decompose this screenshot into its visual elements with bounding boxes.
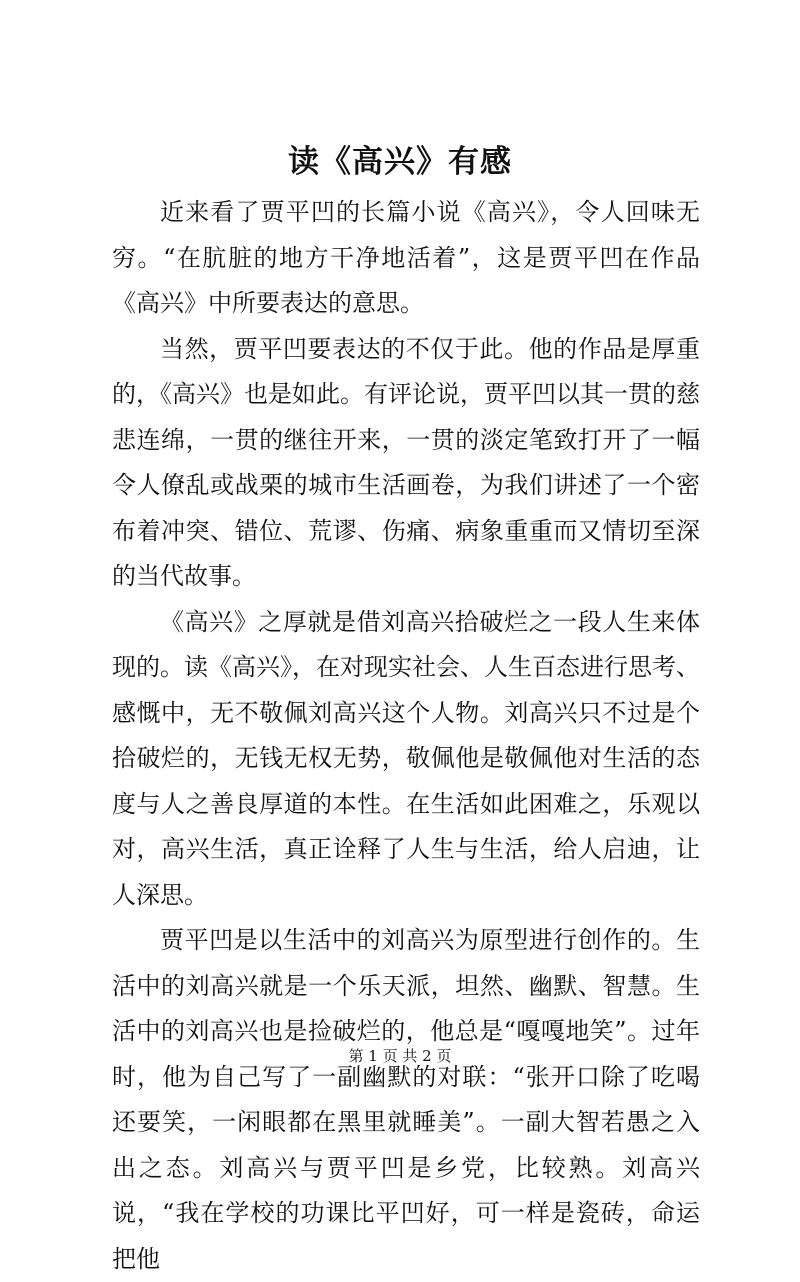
- paragraph-2: 当然，贾平凹要表达的不仅于此。他的作品是厚重的，《高兴》也是如此。有评论说，贾平凹以其一贯的慈悲连绵，一贯的继往开来，一贯的淡定笔致打开了一幅令人僚乱或战栗的城市生活画卷，为我们讲述了一个密布着冲突、错位、荒谬、伤痛、病象重重而又情切至深的当代故事。: [112, 334, 700, 590]
- paragraph-1: 近来看了贾平凹的长篇小说《高兴》，令人回味无穷。“在肮脏的地方干净地活着”，这是贾平凹在作品《高兴》中所要表达的意思。: [112, 198, 700, 317]
- page-title: 读《高兴》有感: [288, 144, 512, 180]
- article-body: [112, 190, 700, 1282]
- page-footer: 第 1 页 共 2 页: [348, 1047, 452, 1065]
- paragraph-4: 贾平凹是以生活中的刘高兴为原型进行创作的。生活中的刘高兴就是一个乐天派，坦然、幽默、智慧。生活中的刘高兴也是捡破烂的，他总是“嘎嘎地笑”。过年时，他为自己写了一副幽默的对联：“张开口除了吃喝还要笑，一闲眼都在黑里就睡美”。一副大智若愚之入出之态。刘高兴与贾平凹是乡党，比较熟。刘高兴说，“我在学校的功课比平凹好，可一样是瓷砖，命运把他: [112, 926, 700, 1273]
- paragraph-3: 《高兴》之厚就是借刘高兴拾破烂之一段人生来体现的。读《高兴》，在对现实社会、人生百态进行思考、感慨中，无不敬佩刘高兴这个人物。刘高兴只不过是个拾破烂的，无钱无权无势，敬佩他是敬佩他对生活的态度与人之善良厚道的本性。在生活如此困难之，乐观以对，高兴生活，真正诠释了人生与生活，给人启迪，让人深思。: [112, 607, 700, 909]
